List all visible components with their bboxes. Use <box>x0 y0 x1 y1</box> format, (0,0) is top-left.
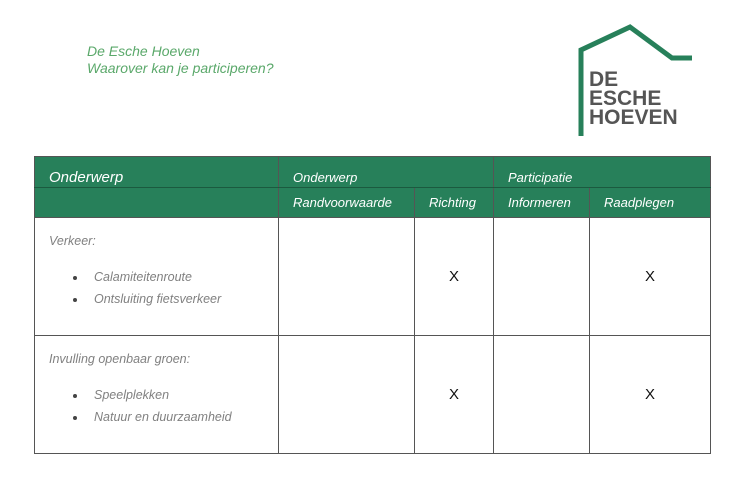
randvoorwaarde-label: Randvoorwaarde <box>293 195 393 210</box>
table-row <box>35 218 711 336</box>
subheader-cell-raadplegen <box>590 188 711 218</box>
subheader-cell-randvoorwaarde <box>279 188 415 218</box>
topic-cell <box>35 336 279 454</box>
table-row <box>35 336 711 454</box>
de-esche-hoeven-logo <box>574 22 694 140</box>
randvoorwaarde-cell <box>279 218 415 336</box>
informeren-cell <box>494 336 590 454</box>
header-participatie-label: Participatie <box>508 170 573 185</box>
table-subheader-row <box>35 188 711 218</box>
topic-label: Invulling openbaar groen: <box>49 352 191 366</box>
header-cell-onderwerp <box>35 157 279 188</box>
informeren-cell <box>494 218 590 336</box>
richting-mark: X <box>448 386 459 403</box>
subheader-cell-empty <box>35 188 279 218</box>
participation-table <box>34 156 711 454</box>
richting-label: Richting <box>429 195 476 210</box>
raadplegen-cell <box>590 218 711 336</box>
logo-line-3: HOEVEN <box>589 106 678 129</box>
list-item: Calamiteitenroute <box>94 270 278 284</box>
richting-cell <box>415 336 494 454</box>
header-onderwerp-label: Onderwerp <box>49 169 124 186</box>
page-title: De Esche Hoeven <box>87 43 200 59</box>
randvoorwaarde-mark <box>279 218 414 268</box>
richting-cell <box>415 218 494 336</box>
informeren-mark <box>494 218 589 268</box>
raadplegen-cell <box>590 336 711 454</box>
informeren-mark <box>494 336 589 386</box>
topic-label: Verkeer: <box>49 234 96 248</box>
topic-items <box>35 270 278 306</box>
logo-line-2: ESCHE <box>589 87 662 110</box>
topic-items <box>35 388 278 424</box>
topic-cell <box>35 218 279 336</box>
raadplegen-label: Raadplegen <box>604 195 675 210</box>
list-item: Speelplekken <box>94 388 278 402</box>
page-heading <box>87 43 274 77</box>
subheader-cell-richting <box>415 188 494 218</box>
table-header-row <box>35 157 711 188</box>
page-subtitle: Waarover kan je participeren? <box>87 60 274 76</box>
subheader-cell-informeren <box>494 188 590 218</box>
raadplegen-mark: X <box>644 386 655 403</box>
header-onderwerp-group-label: Onderwerp <box>293 170 358 185</box>
header-cell-onderwerp-group <box>279 157 494 188</box>
richting-mark: X <box>448 268 459 285</box>
informeren-label: Informeren <box>508 195 571 210</box>
randvoorwaarde-mark <box>279 336 414 386</box>
list-item: Natuur en duurzaamheid <box>94 410 278 424</box>
header-cell-participatie <box>494 157 711 188</box>
randvoorwaarde-cell <box>279 336 415 454</box>
raadplegen-mark: X <box>644 268 655 285</box>
logo-line-1: DE <box>589 68 619 91</box>
list-item: Ontsluiting fietsverkeer <box>94 292 278 306</box>
